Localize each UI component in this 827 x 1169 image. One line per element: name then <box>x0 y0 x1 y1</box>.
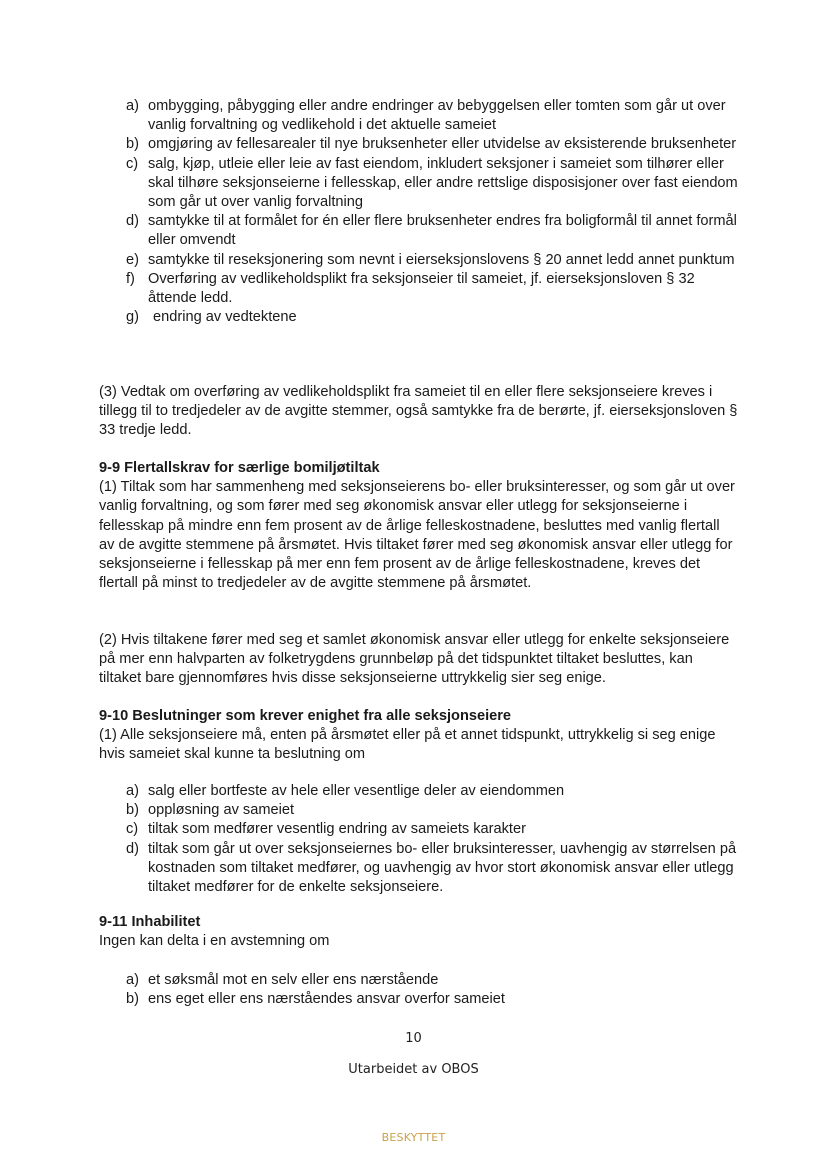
list-marker: g) <box>126 309 139 326</box>
list-item <box>99 135 739 154</box>
list-item-text: et søksmål mot en selv eller ens nærstående <box>148 972 439 988</box>
list-marker: d) <box>126 840 139 857</box>
list-item <box>99 97 739 135</box>
list-unanimous-items <box>99 782 739 897</box>
section-heading: 9-11 Inhabilitet <box>99 914 201 930</box>
list-item-text: ombygging, påbygging eller andre endringer av bebyggelsen eller tomten som går ut over vanlig forvaltning og vedlikehold i det aktuelle sameiet <box>148 98 726 134</box>
list-marker: a) <box>126 972 139 988</box>
list-item <box>99 251 739 270</box>
list-decision-items <box>99 97 739 327</box>
list-marker: a) <box>126 783 139 799</box>
list-item <box>99 270 739 308</box>
list-item <box>99 840 739 898</box>
list-item-text: oppløsning av sameiet <box>148 802 295 819</box>
section-heading: 9-9 Flertallskrav for særlige bomiljøtiltak <box>99 460 380 476</box>
section-9-9 <box>99 459 739 593</box>
list-disqualification-items <box>99 971 739 1009</box>
list-item <box>99 990 739 1009</box>
list-marker: d) <box>126 213 139 230</box>
list-item-text: tiltak som går ut over seksjonseiernes bo- eller bruksinteresser, uavhengig av størrelsen på kostnaden som tiltaket medfører, og uavhengig av hvor stort økonomisk ansvar eller utlegg tiltaket medfører for de enkelte seksjonseiere. <box>148 840 737 896</box>
list-marker: b) <box>126 802 139 819</box>
footer-credit: Utarbeidet av OBOS <box>348 1062 479 1077</box>
list-item <box>99 801 739 820</box>
list-marker: f) <box>126 270 135 287</box>
list-marker: c) <box>126 155 139 172</box>
paragraph-maintenance-transfer: (3) Vedtak om overføring av vedlikeholdsplikt fra sameiet til en eller flere seksjonseiere kreves i tillegg til to tredjedeler av de avgitte stemmer, også samtykke fra de berørte, jf. eierseksjonsloven § 33 tredje ledd. <box>99 384 738 439</box>
list-item-text: tiltak som medfører vesentlig endring av sameiets karakter <box>148 821 526 838</box>
list-item <box>99 212 739 250</box>
list-item-text: samtykke til at formålet for én eller flere bruksenheter endres fra boligformål til annet formål eller omvendt <box>148 213 737 249</box>
section-9-11 <box>99 913 739 951</box>
paragraph: (1) Alle seksjonseiere må, enten på årsmøtet eller på et annet tidspunkt, uttrykkelig si seg enige hvis sameiet skal kunne ta beslutning om <box>99 727 716 763</box>
list-marker: a) <box>126 98 139 114</box>
paragraph: (1) Tiltak som har sammenheng med seksjonseierens bo- eller bruksinteresser, og som går ut over vanlig forvaltning, og som fører med seg økonomisk ansvar eller utlegg for seksjonseierne i fellesskap på mindre enn fem prosent av de årlige felleskostnadene, besluttes med vanlig flertall av de avgitte stemmene på årsmøtet. Hvis tiltaket fører med seg økonomisk ansvar eller utlegg for seksjonseierne i fellesskap på mer enn fem prosent av de årlige felleskostnadene, kreves det flertall på minst to tredjedeler av de avgitte stemmene på årsmøtet. <box>99 479 735 592</box>
list-marker: e) <box>126 251 139 268</box>
list-marker: c) <box>126 821 139 838</box>
list-item-text: salg eller bortfeste av hele eller vesentlige deler av eiendommen <box>148 783 565 799</box>
list-item-text: omgjøring av fellesarealer til nye bruksenheter eller utvidelse av eksisterende bruksenheter <box>148 136 737 153</box>
list-item <box>99 971 739 990</box>
list-item <box>99 782 739 801</box>
list-marker: b) <box>126 991 139 1008</box>
paragraph: Ingen kan delta i en avstemning om <box>99 933 330 950</box>
list-item-text: endring av vedtektene <box>153 309 297 326</box>
list-item <box>99 308 739 327</box>
page-number: 10 <box>405 1031 422 1046</box>
classification-label: BESKYTTET <box>381 1131 446 1144</box>
list-marker: b) <box>126 136 139 153</box>
list-item-text: Overføring av vedlikeholdsplikt fra seksjonseier til sameiet, jf. eierseksjonsloven § 32 åttende ledd. <box>148 270 695 307</box>
list-item-text: salg, kjøp, utleie eller leie av fast eiendom, inkludert seksjoner i sameiet som tilhører eller skal tilhøre seksjonseierne i fellesskap, eller andre rettslige disposisjoner over fast eiendom som går ut over vanlig forvaltning <box>148 155 738 211</box>
section-9-9-paragraph-2: (2) Hvis tiltakene fører med seg et samlet økonomisk ansvar eller utlegg for enkelte seksjonseiere på mer enn halvparten av folketrygdens grunnbeløp på det tidspunktet tiltaket besluttes, kan tiltaket bare gjennomføres hvis disse seksjonseierne uttrykkelig sier seg enige. <box>99 632 730 687</box>
list-item <box>99 155 739 213</box>
list-item <box>99 820 739 839</box>
list-item-text: ens eget eller ens nærståendes ansvar overfor sameiet <box>148 991 505 1008</box>
list-item-text: samtykke til reseksjonering som nevnt i eierseksjonslovens § 20 annet ledd annet punktum <box>148 251 735 268</box>
section-9-10 <box>99 707 739 765</box>
section-heading: 9-10 Beslutninger som krever enighet fra alle seksjonseiere <box>99 708 512 724</box>
